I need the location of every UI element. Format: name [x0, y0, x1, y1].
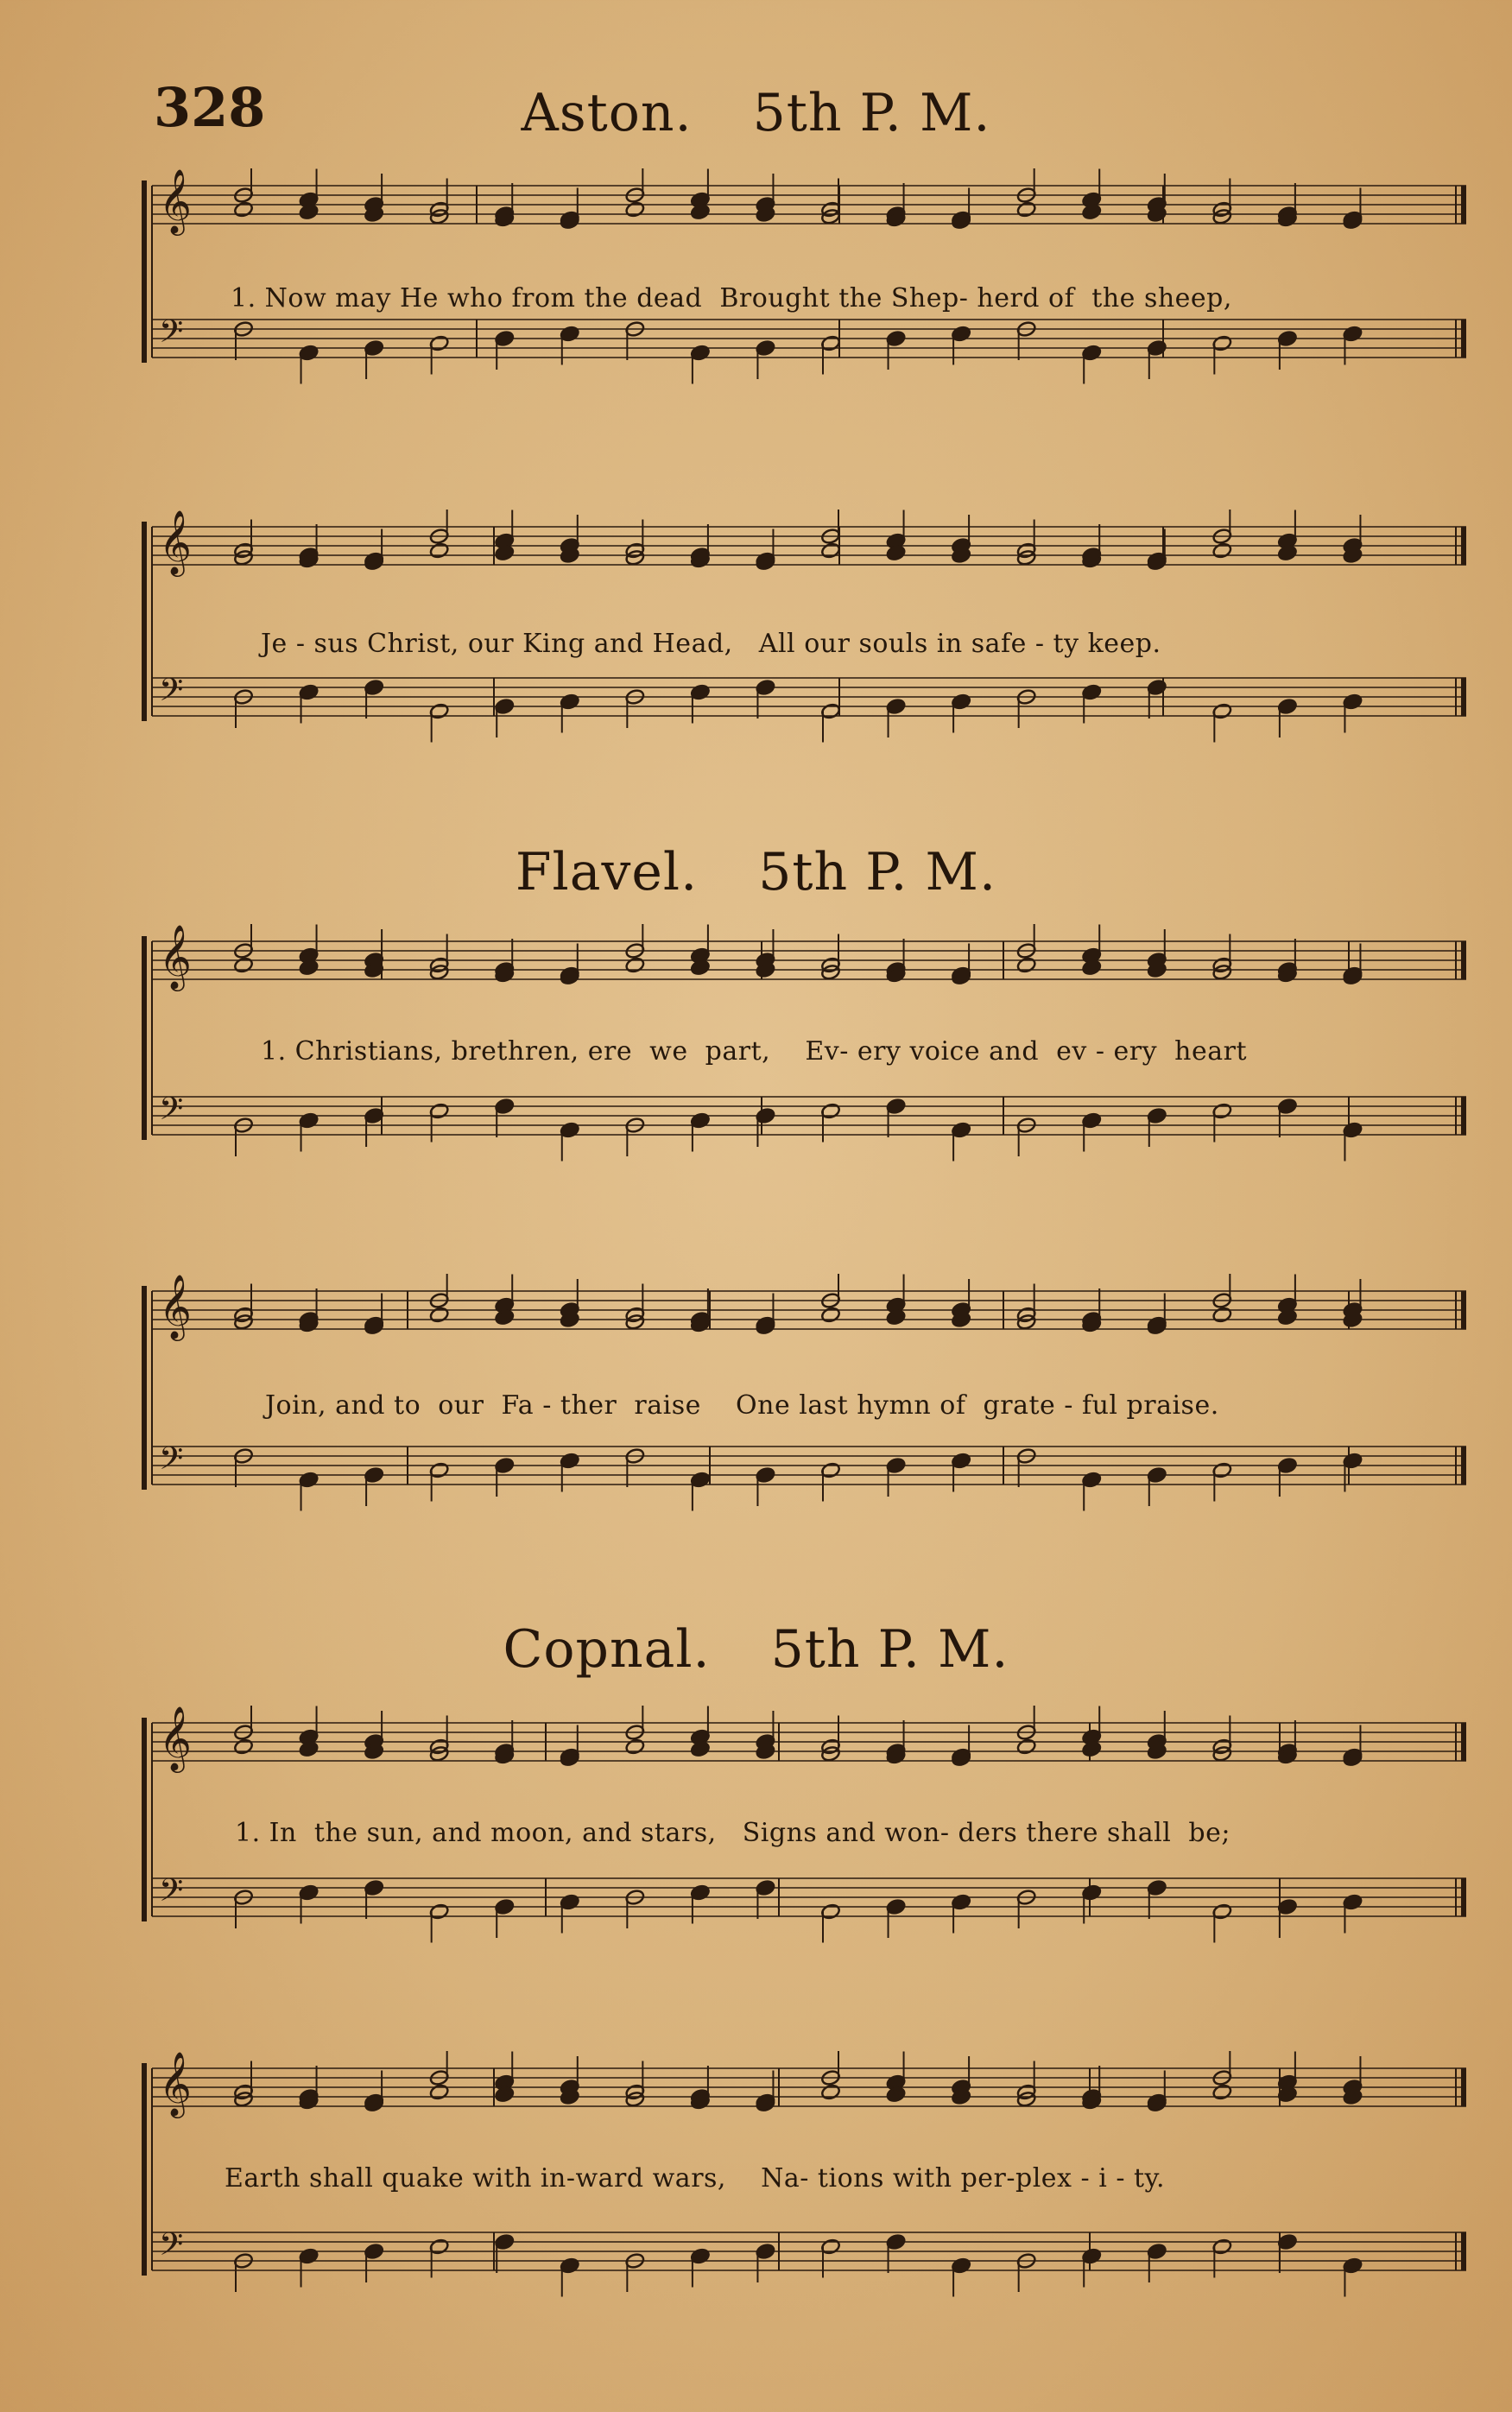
- system-brace: [142, 2063, 147, 2276]
- lyric-line: 1. Now may He who from the dead Brought the Shep- herd of the sheep,: [231, 283, 1232, 313]
- system-brace: [142, 1286, 147, 1490]
- system-brace: [142, 1718, 147, 1921]
- hymn-title-flavel: [0, 842, 1512, 902]
- hymn-name: Flavel.: [515, 842, 699, 902]
- note-head: [820, 1307, 841, 1324]
- bass-clef: 𝄢: [159, 1091, 184, 1135]
- note-head: [429, 542, 450, 560]
- page-number: 328: [154, 76, 266, 139]
- bass-clef: 𝄢: [159, 672, 184, 716]
- note-head: [820, 542, 841, 560]
- final-barline-thick: [1461, 941, 1466, 979]
- hymn-name: Aston.: [521, 83, 693, 143]
- note-head: [429, 1307, 450, 1324]
- final-barline-thick: [1461, 527, 1466, 565]
- hymn-meter: 5th P. M.: [752, 83, 991, 143]
- note-head: [233, 1738, 254, 1756]
- system-brace: [142, 522, 147, 721]
- music-system-aston-2: [140, 510, 1470, 760]
- hymn-name: Copnal.: [503, 1619, 711, 1680]
- lyric-line: 1. Christians, brethren, ere we part, Ev- ery voice and ev - ery heart: [261, 1036, 1248, 1067]
- note-head: [1016, 201, 1037, 218]
- final-barline-thick: [1461, 1097, 1466, 1135]
- hymn-title-copnal: [0, 1619, 1512, 1680]
- note-head: [625, 201, 646, 218]
- music-system-flavel-2: [140, 1274, 1470, 1533]
- hymn-title-aston: [0, 83, 1512, 143]
- note-head: [1212, 1307, 1233, 1324]
- lyric-line: Je - sus Christ, our King and Head, All our souls in safe - ty keep.: [261, 629, 1161, 659]
- note-head: [625, 957, 646, 974]
- bass-clef: 𝄢: [159, 1440, 184, 1485]
- final-barline-thick: [1461, 186, 1466, 224]
- lyric-line: Join, and to our Fa - ther raise One last hymn of grate - ful praise.: [265, 1390, 1219, 1421]
- treble-clef: 𝄞: [159, 925, 192, 990]
- hymn-meter: 5th P. M.: [770, 1619, 1009, 1680]
- music-system-flavel-1: [140, 924, 1470, 1183]
- final-barline-thick: [1461, 1291, 1466, 1329]
- final-barline-thick: [1461, 320, 1466, 358]
- note-head: [1212, 2084, 1233, 2101]
- final-barline-thick: [1461, 1878, 1466, 1916]
- treble-clef: 𝄞: [159, 1706, 192, 1771]
- note-head: [233, 201, 254, 218]
- final-barline-thick: [1461, 2068, 1466, 2106]
- lyric-line: 1. In the sun, and moon, and stars, Signs and won- ders there shall be;: [235, 1818, 1230, 1848]
- treble-clef: 𝄞: [159, 2052, 192, 2117]
- music-system-copnal-1: [140, 1706, 1470, 1965]
- hymn-meter: 5th P. M.: [758, 842, 997, 902]
- treble-clef: 𝄞: [159, 169, 192, 234]
- treble-clef: 𝄞: [159, 1275, 192, 1339]
- bass-clef: 𝄢: [159, 1872, 184, 1916]
- note-head: [1016, 1738, 1037, 1756]
- final-barline-thick: [1461, 2232, 1466, 2270]
- lyric-line: Earth shall quake with in-ward wars, Na- tions with per-plex - i - ty.: [225, 2163, 1166, 2194]
- note-head: [233, 957, 254, 974]
- system-brace: [142, 180, 147, 363]
- note-head: [625, 1738, 646, 1756]
- final-barline-thick: [1461, 1447, 1466, 1485]
- final-barline-thick: [1461, 1723, 1466, 1761]
- final-barline-thick: [1461, 678, 1466, 716]
- system-brace: [142, 936, 147, 1140]
- bass-clef: 𝄢: [159, 2226, 184, 2270]
- note-head: [820, 2084, 841, 2101]
- music-system-aston-1: [140, 168, 1470, 419]
- music-system-copnal-2: [140, 2051, 1470, 2310]
- treble-clef: 𝄞: [159, 510, 192, 575]
- note-head: [1016, 957, 1037, 974]
- note-head: [1212, 542, 1233, 560]
- note-head: [429, 2084, 450, 2101]
- bass-clef: 𝄢: [159, 313, 184, 358]
